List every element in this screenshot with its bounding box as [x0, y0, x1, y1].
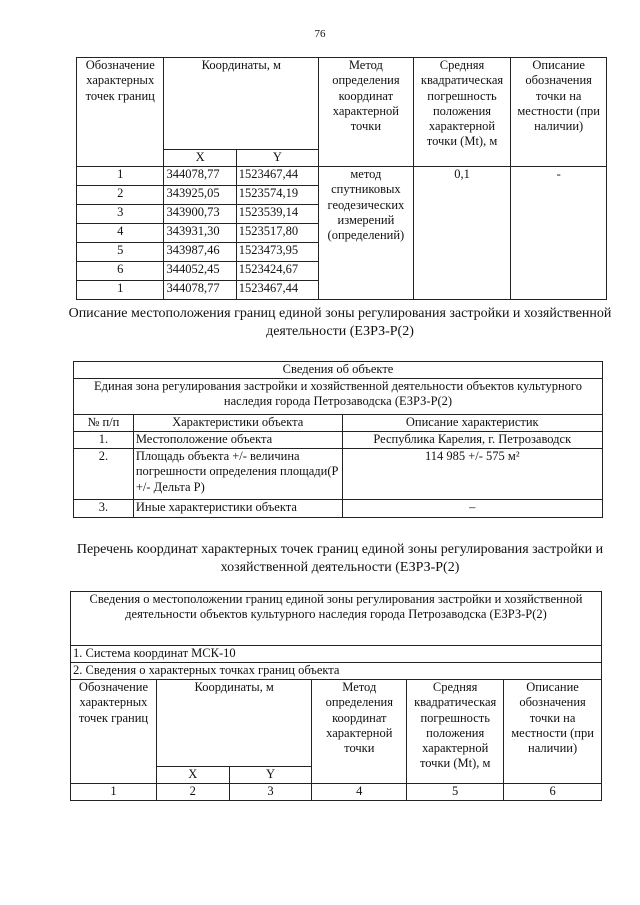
column-number: 6	[504, 784, 602, 801]
coord-y: 1523517,80	[236, 224, 318, 243]
column-numbers-row	[71, 784, 602, 801]
header-y: Y	[229, 767, 312, 784]
coord-x: 343931,30	[164, 224, 236, 243]
coord-y: 1523473,95	[236, 243, 318, 262]
points-section-label: 2. Сведения о характерных точках границ объекта	[71, 663, 602, 680]
row-desc: Республика Карелия, г. Петрозаводск	[342, 432, 602, 449]
column-number: 3	[229, 784, 312, 801]
header-error: Средняя квадратическая погрешность положения характерной точки (Mt), м	[413, 58, 511, 167]
row-num: 2.	[74, 449, 134, 500]
header-x: X	[156, 767, 229, 784]
column-number: 2	[156, 784, 229, 801]
coord-x: 344052,45	[164, 262, 236, 281]
header-desc: Описание характеристик	[342, 415, 602, 432]
boundary-title: Сведения о местоположении границ единой зоны регулирования застройки и хозяйственной деятельности объектов культурного наследия города Петрозаводска (ЕЗРЗ-Р(2)	[71, 592, 602, 646]
row-char: Иные характеристики объекта	[133, 500, 342, 518]
column-number: 1	[71, 784, 157, 801]
header-method: Метод определения координат характерной точки	[312, 680, 407, 784]
table-row	[77, 167, 607, 186]
column-number: 4	[312, 784, 407, 801]
page-number: 76	[314, 28, 326, 40]
row-desc: 114 985 +/- 575 м²	[342, 449, 602, 500]
header-char: Характеристики объекта	[133, 415, 342, 432]
boundary-location-table	[70, 591, 602, 801]
section-heading-coordinates: Перечень координат характерных точек границ единой зоны регулирования застройки и хозяйственной деятельности (ЕЗРЗ-Р(2)	[76, 542, 604, 575]
object-info-table	[73, 361, 603, 518]
table-row	[74, 449, 603, 500]
point-number: 3	[77, 205, 164, 224]
row-char: Местоположение объекта	[133, 432, 342, 449]
row-num: 1.	[74, 432, 134, 449]
object-info-subtitle: Единая зона регулирования застройки и хозяйственной деятельности объектов культурного наследия города Петрозаводска (ЕЗРЗ-Р(2)	[74, 379, 603, 415]
coord-y: 1523539,14	[236, 205, 318, 224]
point-number: 2	[77, 186, 164, 205]
description-value: -	[511, 167, 607, 300]
point-number: 5	[77, 243, 164, 262]
header-num: № п/п	[74, 415, 134, 432]
header-method: Метод определения координат характерной точки	[319, 58, 414, 167]
coordinates-table	[76, 57, 607, 300]
coord-y: 1523467,44	[236, 167, 318, 186]
coord-x: 343987,46	[164, 243, 236, 262]
coord-x: 344078,77	[164, 167, 236, 186]
table-row	[74, 432, 603, 449]
header-coords: Координаты, м	[156, 680, 311, 767]
row-num: 3.	[74, 500, 134, 518]
coord-y: 1523424,67	[236, 262, 318, 281]
header-description: Описание обозначения точки на местности (при наличии)	[504, 680, 602, 784]
point-number: 1	[77, 167, 164, 186]
coord-y: 1523574,19	[236, 186, 318, 205]
method-value: метод спутниковых геодезических измерений (определений)	[319, 167, 414, 300]
column-number: 5	[407, 784, 504, 801]
point-number: 1	[77, 281, 164, 300]
header-error: Средняя квадратическая погрешность положения характерной точки (Mt), м	[407, 680, 504, 784]
table-row	[74, 500, 603, 518]
coord-x: 343900,73	[164, 205, 236, 224]
row-desc: –	[342, 500, 602, 518]
header-x: X	[164, 150, 236, 167]
header-y: Y	[236, 150, 318, 167]
section-heading-description: Описание местоположения границ единой зоны регулирования застройки и хозяйственной деятельности (ЕЗРЗ-Р(2)	[68, 306, 612, 339]
coordinate-system: 1. Система координат МСК-10	[71, 646, 602, 663]
coord-x: 343925,05	[164, 186, 236, 205]
header-description: Описание обозначения точки на местности (при наличии)	[511, 58, 607, 167]
point-number: 4	[77, 224, 164, 243]
coord-x: 344078,77	[164, 281, 236, 300]
point-number: 6	[77, 262, 164, 281]
object-info-title: Сведения об объекте	[74, 362, 603, 379]
coord-y: 1523467,44	[236, 281, 318, 300]
error-value: 0,1	[413, 167, 511, 300]
header-point: Обозначение характерных точек границ	[77, 58, 164, 167]
header-coords: Координаты, м	[164, 58, 319, 150]
header-point: Обозначение характерных точек границ	[71, 680, 157, 784]
row-char: Площадь объекта +/- величина погрешности определения площади(Р +/- Дельта Р)	[133, 449, 342, 500]
